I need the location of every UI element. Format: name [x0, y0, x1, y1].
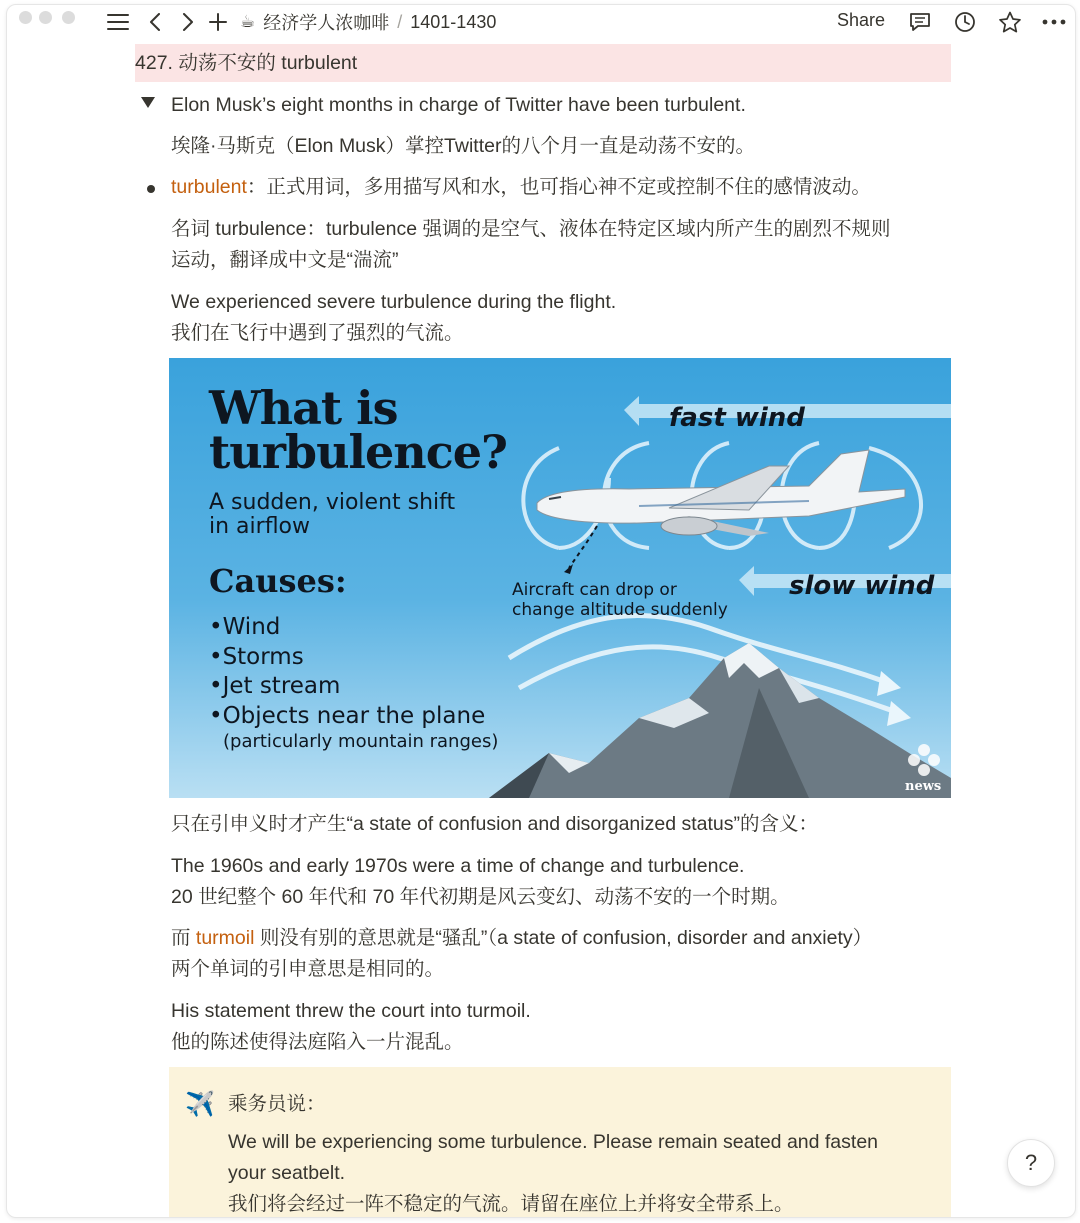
page-content [7, 5, 1075, 1217]
toggle-triangle-icon[interactable] [141, 97, 155, 108]
page-coffee-icon: ☕ [240, 12, 256, 31]
turmoil-para-line1 [171, 923, 872, 954]
cause-note: (particularly mountain ranges) [223, 731, 499, 752]
breadcrumb-separator: / [397, 11, 403, 32]
callout-line2: your seatbelt. [228, 1162, 346, 1184]
callout-line3: 我们将会经过一阵不稳定的气流。请留在座位上并将安全带系上。 [228, 1193, 794, 1215]
turmoil-para-line2: 两个单词的引申意思是相同的。 [171, 958, 445, 980]
turmoil-prefix: 而 [171, 927, 196, 949]
forward-arrow-icon[interactable] [179, 9, 197, 35]
bullet-text [171, 172, 871, 203]
airplane-icon: ✈️ [185, 1091, 215, 1118]
term-definition: ：正式用词，多用描写风和水，也可指心神不定或控制不住的感情波动。 [246, 176, 871, 198]
callout-title: 乘务员说： [228, 1093, 326, 1115]
term-turmoil: turmoil [195, 927, 255, 949]
window-close-button[interactable] [19, 11, 32, 24]
breadcrumb [240, 10, 496, 34]
window-zoom-button[interactable] [62, 11, 75, 24]
example3-english: His statement threw the court into turmoil. [171, 1000, 531, 1022]
history-clock-icon[interactable] [952, 9, 978, 35]
cause-item: •Objects near the plane [209, 703, 486, 729]
infographic-title-line2: turbulence? [209, 425, 507, 479]
window-minimize-button[interactable] [39, 11, 52, 24]
turbulence-infographic [169, 358, 951, 798]
infographic-subtitle-line2: in airflow [209, 514, 310, 539]
back-arrow-icon[interactable] [146, 9, 164, 35]
app-window [6, 4, 1076, 1218]
example2-chinese: 20 世纪整个 60 年代和 70 年代初期是风云变幻、动荡不安的一个时期。 [171, 886, 790, 908]
help-button[interactable]: ? [1007, 1139, 1055, 1187]
breadcrumb-current[interactable]: 1401-1430 [410, 11, 497, 32]
infographic-subtitle-line1: A sudden, violent shift [209, 490, 456, 515]
noun-para-line2: 运动，翻译成中文是“湍流” [171, 249, 399, 271]
new-page-plus-icon[interactable] [207, 9, 229, 35]
turmoil-rest: 则没有别的意思就是“骚乱”（a state of confusion, disorder and anxiety） [254, 927, 873, 949]
example3-chinese: 他的陈述使得法庭陷入一片混乱。 [171, 1031, 464, 1053]
favorite-star-icon[interactable] [997, 9, 1023, 35]
bullet-dot [147, 185, 155, 193]
more-options-icon[interactable] [1041, 9, 1067, 35]
drop-note-line2: change altitude suddenly [512, 600, 728, 620]
callout-block [169, 1067, 951, 1218]
fast-wind-label: fast wind [669, 403, 805, 433]
example1-chinese: 我们在飞行中遇到了强烈的气流。 [171, 322, 464, 344]
cause-item: •Wind [209, 614, 281, 640]
callout-line1: We will be experiencing some turbulence. Please remain seated and fasten [228, 1131, 879, 1153]
infographic-title-line1: What is [209, 381, 398, 435]
noun-para-line1: 名词 turbulence：turbulence 强调的是空气、液体在特定区域内所产生的剧烈不规则 [171, 218, 891, 240]
page-heading: 427. 动荡不安的 turbulent [135, 52, 358, 74]
news-logo-text: news [905, 779, 942, 794]
sidebar-menu-icon[interactable] [106, 9, 130, 35]
topbar [7, 5, 1075, 39]
example2-english: The 1960s and early 1970s were a time of change and turbulence. [171, 855, 745, 877]
toggle-sentence: Elon Musk’s eight months in charge of Twitter have been turbulent. [171, 94, 746, 116]
cause-item: •Storms [209, 644, 304, 670]
toggle-translation: 埃隆·马斯克（Elon Musk）掌控Twitter的八个月一直是动荡不安的。 [171, 135, 755, 157]
infographic-causes-title: Causes: [209, 562, 347, 600]
term-turbulent: turbulent [171, 176, 247, 198]
share-button[interactable]: Share [837, 10, 886, 30]
breadcrumb-parent[interactable]: 经济学人浓咖啡 [263, 13, 390, 33]
comments-icon[interactable] [907, 9, 933, 35]
extended-meaning: 只在引申义时才产生“a state of confusion and disorganized status”的含义： [171, 813, 818, 835]
drop-note-line1: Aircraft can drop or [512, 580, 677, 600]
slow-wind-label: slow wind [789, 571, 935, 601]
cause-item: •Jet stream [209, 673, 341, 699]
example1-english: We experienced severe turbulence during the flight. [171, 291, 617, 313]
